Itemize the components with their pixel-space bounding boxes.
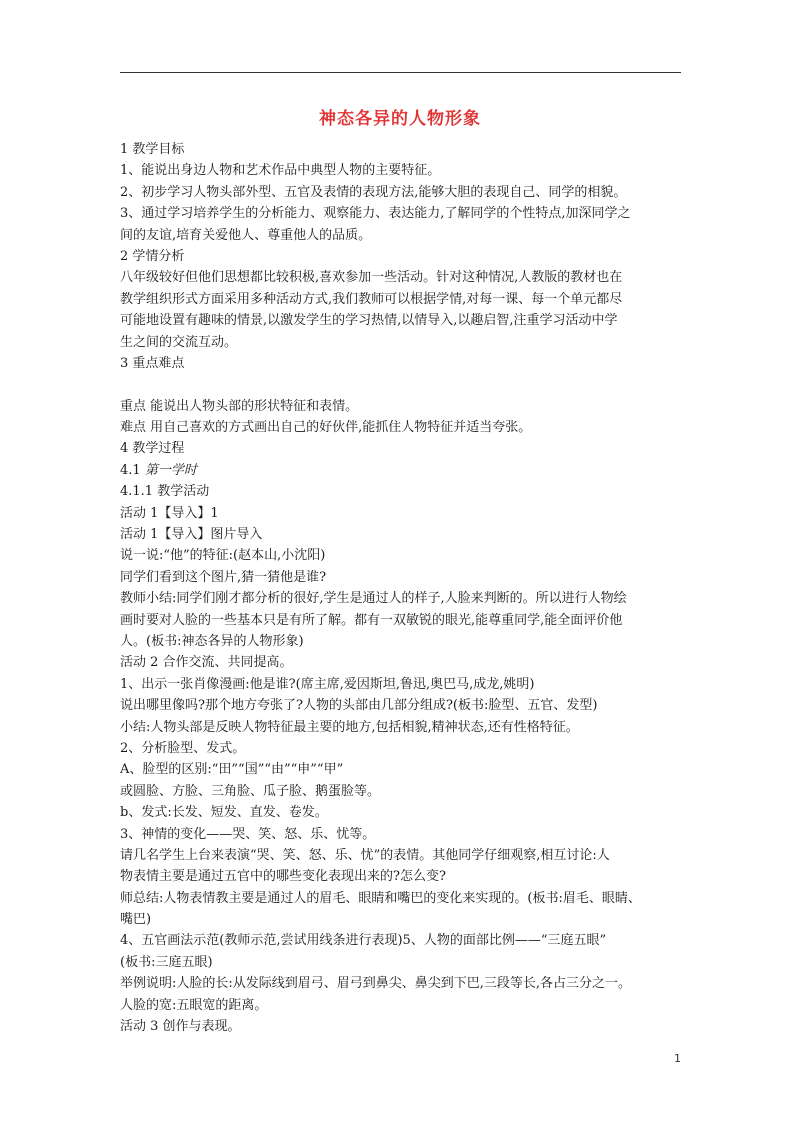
paragraph: 活动 1【导入】1 xyxy=(120,505,219,521)
paragraph: 4、五官画法示范(教师示范,尝试用线条进行表现)5、人物的面部比例——“三庭五眼” xyxy=(120,933,607,949)
paragraph: 或圆脸、方脸、三角脸、瓜子脸、鹅蛋脸等。 xyxy=(120,783,381,799)
document-body xyxy=(120,139,690,1037)
paragraph: 人脸的宽:五眼宽的距离。 xyxy=(120,997,268,1013)
paragraph: 八年级较好但他们思想都比较积极,喜欢参加一些活动。针对这种情况,人教版的教材也在 xyxy=(120,270,623,286)
heading-first-lesson xyxy=(120,460,690,481)
heading-teaching-activity: 4.1.1 教学活动 xyxy=(120,484,210,500)
paragraph: 活动 2 合作交流、共同提高。 xyxy=(120,655,293,671)
paragraph: 难点 用自己喜欢的方式画出自己的好伙伴,能抓住人物特征并适当夸张。 xyxy=(120,420,532,436)
paragraph: 举例说明:人脸的长:从发际线到眉弓、眉弓到鼻尖、鼻尖到下巴,三段等长,各占三分之一。 xyxy=(120,976,632,992)
paragraph: A、脸型的区别:“田”“国”“由”“申”“甲” xyxy=(120,762,344,778)
paragraph: 生之间的交流互动。 xyxy=(120,334,238,350)
paragraph: 活动 1【导入】图片导入 xyxy=(120,527,263,543)
section-number: 4.1 xyxy=(120,462,141,478)
paragraph: 同学们看到这个图片,猜一猜他是谁? xyxy=(120,569,327,585)
paragraph: 教师小结:同学们刚才都分析的很好,学生是通过人的样子,人脸来判断的。所以进行人物绘 xyxy=(120,591,627,607)
heading-student-analysis: 2 学情分析 xyxy=(120,248,185,264)
paragraph: 画时要对人脸的一些基本只是有所了解。都有一双敏锐的眼光,能尊重同学,能全面评价他 xyxy=(120,612,623,628)
paragraph: 教学组织形式方面采用多种活动方式,我们教师可以根据学情,对每一课、每一个单元都尽 xyxy=(120,291,623,307)
paragraph: 1、能说出身边人物和艺术作品中典型人物的主要特征。 xyxy=(120,163,441,179)
paragraph: 间的友谊,培育关爱他人、尊重他人的品质。 xyxy=(120,227,372,243)
paragraph: 嘴巴) xyxy=(120,912,152,928)
paragraph: 可能地设置有趣味的情景,以激发学生的学习热情,以情导入,以趣启智,注重学习活动中学 xyxy=(120,313,618,329)
paragraph: b、发式:长发、短发、直发、卷发。 xyxy=(120,805,328,821)
header-rule xyxy=(120,72,681,73)
paragraph: 说出哪里像吗?那个地方夸张了?人物的头部由几部分组成?(板书:脸型、五官、发型) xyxy=(120,698,598,714)
paragraph: 物表情主要是通过五官中的哪些变化表现出来的?怎么变? xyxy=(120,869,446,885)
heading-key-points: 3 重点难点 xyxy=(120,355,185,371)
paragraph: 小结:人物头部是反映人物特征最主要的地方,包括相貌,精神状态,还有性格特征。 xyxy=(120,719,579,735)
blank-line xyxy=(120,374,690,395)
paragraph: 说一说:“他”的特征:(赵本山,小沈阳) xyxy=(120,548,326,564)
paragraph: 师总结:人物表情教主要是通过人的眉毛、眼睛和嘴巴的变化来实现的。(板书:眉毛、眼睛、 xyxy=(120,890,641,906)
paragraph: 请几名学生上台来表演“哭、笑、怒、乐、忧”的表情。其他同学仔细观察,相互讨论:人 xyxy=(120,847,610,863)
paragraph: 1、出示一张肖像漫画:他是谁?(席主席,爱因斯坦,鲁迅,奥巴马,成龙,姚明) xyxy=(120,676,535,692)
section-label: 第一学时 xyxy=(144,462,197,478)
page-title: 神态各异的人物形象 xyxy=(319,109,481,129)
heading-teaching-goals: 1 教学目标 xyxy=(120,142,185,157)
paragraph: 2、分析脸型、发式。 xyxy=(120,740,246,756)
paragraph: 重点 能说出人物头部的形状特征和表情。 xyxy=(120,398,359,414)
paragraph: 活动 3 创作与表现。 xyxy=(120,1019,241,1035)
paragraph: 3、神情的变化——哭、笑、怒、乐、忧等。 xyxy=(120,826,376,842)
paragraph: 人。(板书:神态各异的人物形象) xyxy=(120,633,304,649)
paragraph: 3、通过学习培养学生的分析能力、观察能力、表达能力,了解同学的个性特点,加深同学之 xyxy=(120,206,631,222)
heading-teaching-process: 4 教学过程 xyxy=(120,441,185,457)
page-number: 1 xyxy=(674,1052,681,1065)
paragraph: 2、初步学习人物头部外型、五官及表情的表现方法,能够大胆的表现自己、同学的相貌。 xyxy=(120,184,627,200)
paragraph: (板书:三庭五眼) xyxy=(120,954,213,970)
